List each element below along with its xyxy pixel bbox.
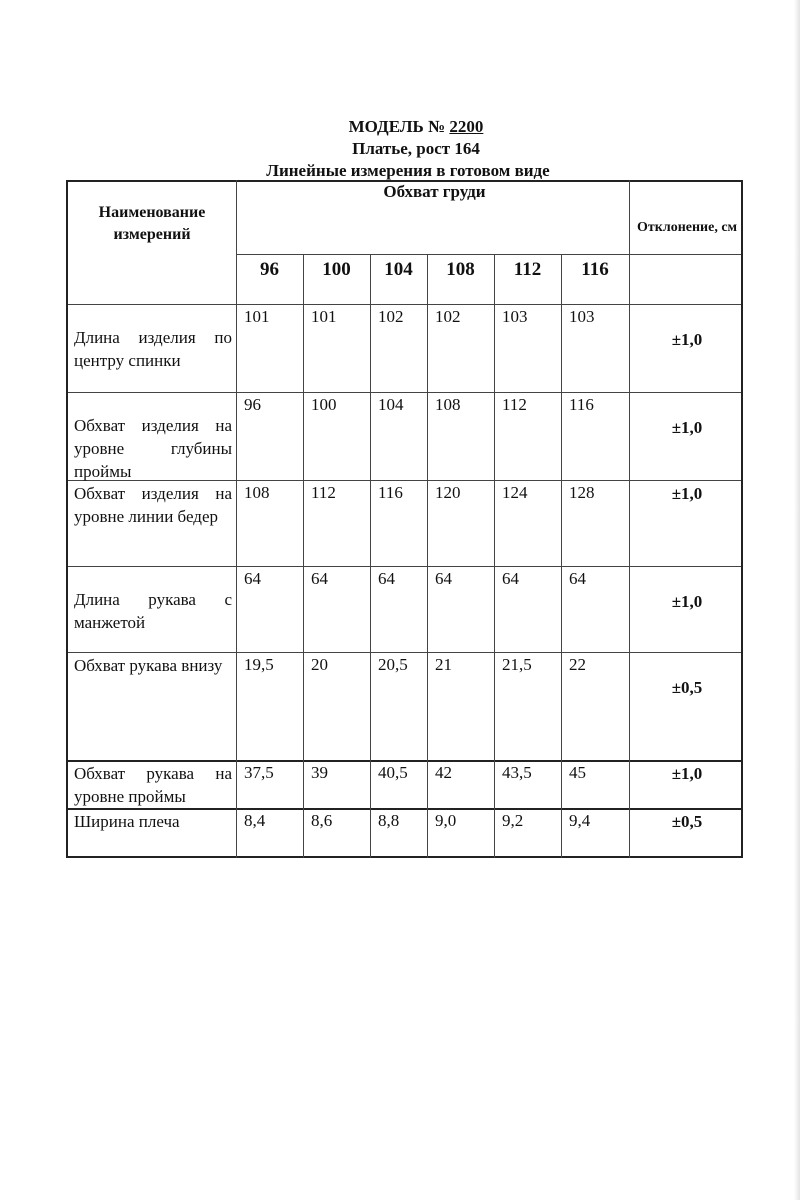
measurement-value: 43,5 (502, 763, 532, 782)
measurement-value: 116 (378, 483, 403, 502)
column-divider (629, 180, 630, 858)
measurement-value: 64 (435, 569, 452, 588)
measurement-value: 116 (569, 395, 594, 414)
column-divider (370, 254, 371, 858)
tolerance-value: ±1,0 (671, 592, 703, 611)
measurement-value: 8,8 (378, 811, 400, 830)
measurement-value: 102 (435, 307, 461, 326)
measurement-value: 22 (569, 655, 586, 674)
measurement-value: 64 (244, 569, 261, 588)
measurement-value: 9,0 (435, 811, 457, 830)
tolerance-value: ±1,0 (671, 484, 703, 503)
column-divider (427, 254, 428, 858)
column-divider (236, 180, 237, 858)
measurement-value: 112 (311, 483, 336, 502)
measurements-table (66, 180, 743, 858)
tolerance-value: ±1,0 (671, 764, 703, 783)
measurement-value: 103 (502, 307, 528, 326)
measurement-value: 128 (569, 483, 595, 502)
row-divider (68, 392, 741, 393)
size-label-104: 104 (384, 259, 413, 280)
garment-title: Платье, рост 164 (352, 139, 480, 158)
measurement-value: 21 (435, 655, 452, 674)
measurement-value: 104 (378, 395, 404, 414)
measurement-value: 64 (311, 569, 328, 588)
measurement-name: Обхват изделия на уровне глубины проймы (74, 416, 232, 481)
measurement-value: 103 (569, 307, 595, 326)
measurement-name: Длина рукава с манжетой (74, 590, 232, 632)
measurement-value: 64 (378, 569, 395, 588)
measurement-value: 96 (244, 395, 261, 414)
measurement-value: 108 (435, 395, 461, 414)
measurement-value: 9,2 (502, 811, 524, 830)
model-prefix: МОДЕЛЬ № (348, 117, 446, 136)
measurement-name: Обхват рукава внизу (74, 656, 223, 675)
measurement-value: 20,5 (378, 655, 408, 674)
row-divider (68, 652, 741, 653)
measurement-value: 40,5 (378, 763, 408, 782)
table-subtitle: Линейные измерения в готовом виде (266, 161, 550, 180)
column-divider (494, 254, 495, 858)
measurement-value: 102 (378, 307, 404, 326)
deviation-header: Отклонение, см (637, 220, 738, 235)
measurement-name-header: Наименование измерений (98, 204, 206, 243)
row-divider (68, 304, 741, 305)
measurement-value: 64 (502, 569, 519, 588)
measurement-value: 108 (244, 483, 270, 502)
column-divider (303, 254, 304, 858)
tolerance-value: ±0,5 (671, 678, 703, 697)
measurement-value: 19,5 (244, 655, 274, 674)
row-divider (68, 566, 741, 567)
tolerance-value: ±1,0 (671, 330, 703, 349)
measurement-value: 39 (311, 763, 328, 782)
measurement-value: 45 (569, 763, 586, 782)
measurement-value: 64 (569, 569, 586, 588)
measurement-value: 112 (502, 395, 527, 414)
measurement-value: 101 (244, 307, 270, 326)
size-label-112: 112 (513, 259, 542, 280)
table-top-border (66, 180, 743, 182)
measurement-value: 8,4 (244, 811, 266, 830)
measurement-value: 100 (311, 395, 337, 414)
measurement-value: 37,5 (244, 763, 274, 782)
measurement-name: Ширина плеча (74, 812, 180, 831)
size-label-116: 116 (581, 259, 609, 280)
column-divider (561, 254, 562, 858)
size-label-108: 108 (446, 259, 475, 280)
bust-girth-header: Обхват груди (383, 182, 486, 201)
measurement-name: Обхват рукава на уровне проймы (74, 764, 232, 806)
measurement-name: Обхват изделия на уровне линии бедер (74, 484, 232, 526)
model-number: 2200 (449, 117, 484, 136)
measurement-name: Длина изделия по центру спинки (74, 328, 232, 370)
measurement-value: 120 (435, 483, 461, 502)
measurement-value: 8,6 (311, 811, 333, 830)
size-label-96: 96 (260, 259, 279, 280)
model-title (16, 116, 800, 138)
measurement-value: 101 (311, 307, 337, 326)
tolerance-value: ±1,0 (671, 418, 703, 437)
measurement-value: 9,4 (569, 811, 591, 830)
measurement-value: 20 (311, 655, 328, 674)
tolerance-value: ±0,5 (671, 812, 703, 831)
bust-header-divider (236, 254, 741, 255)
measurement-value: 42 (435, 763, 452, 782)
size-label-100: 100 (322, 259, 351, 280)
measurement-value: 124 (502, 483, 528, 502)
measurement-value: 21,5 (502, 655, 532, 674)
